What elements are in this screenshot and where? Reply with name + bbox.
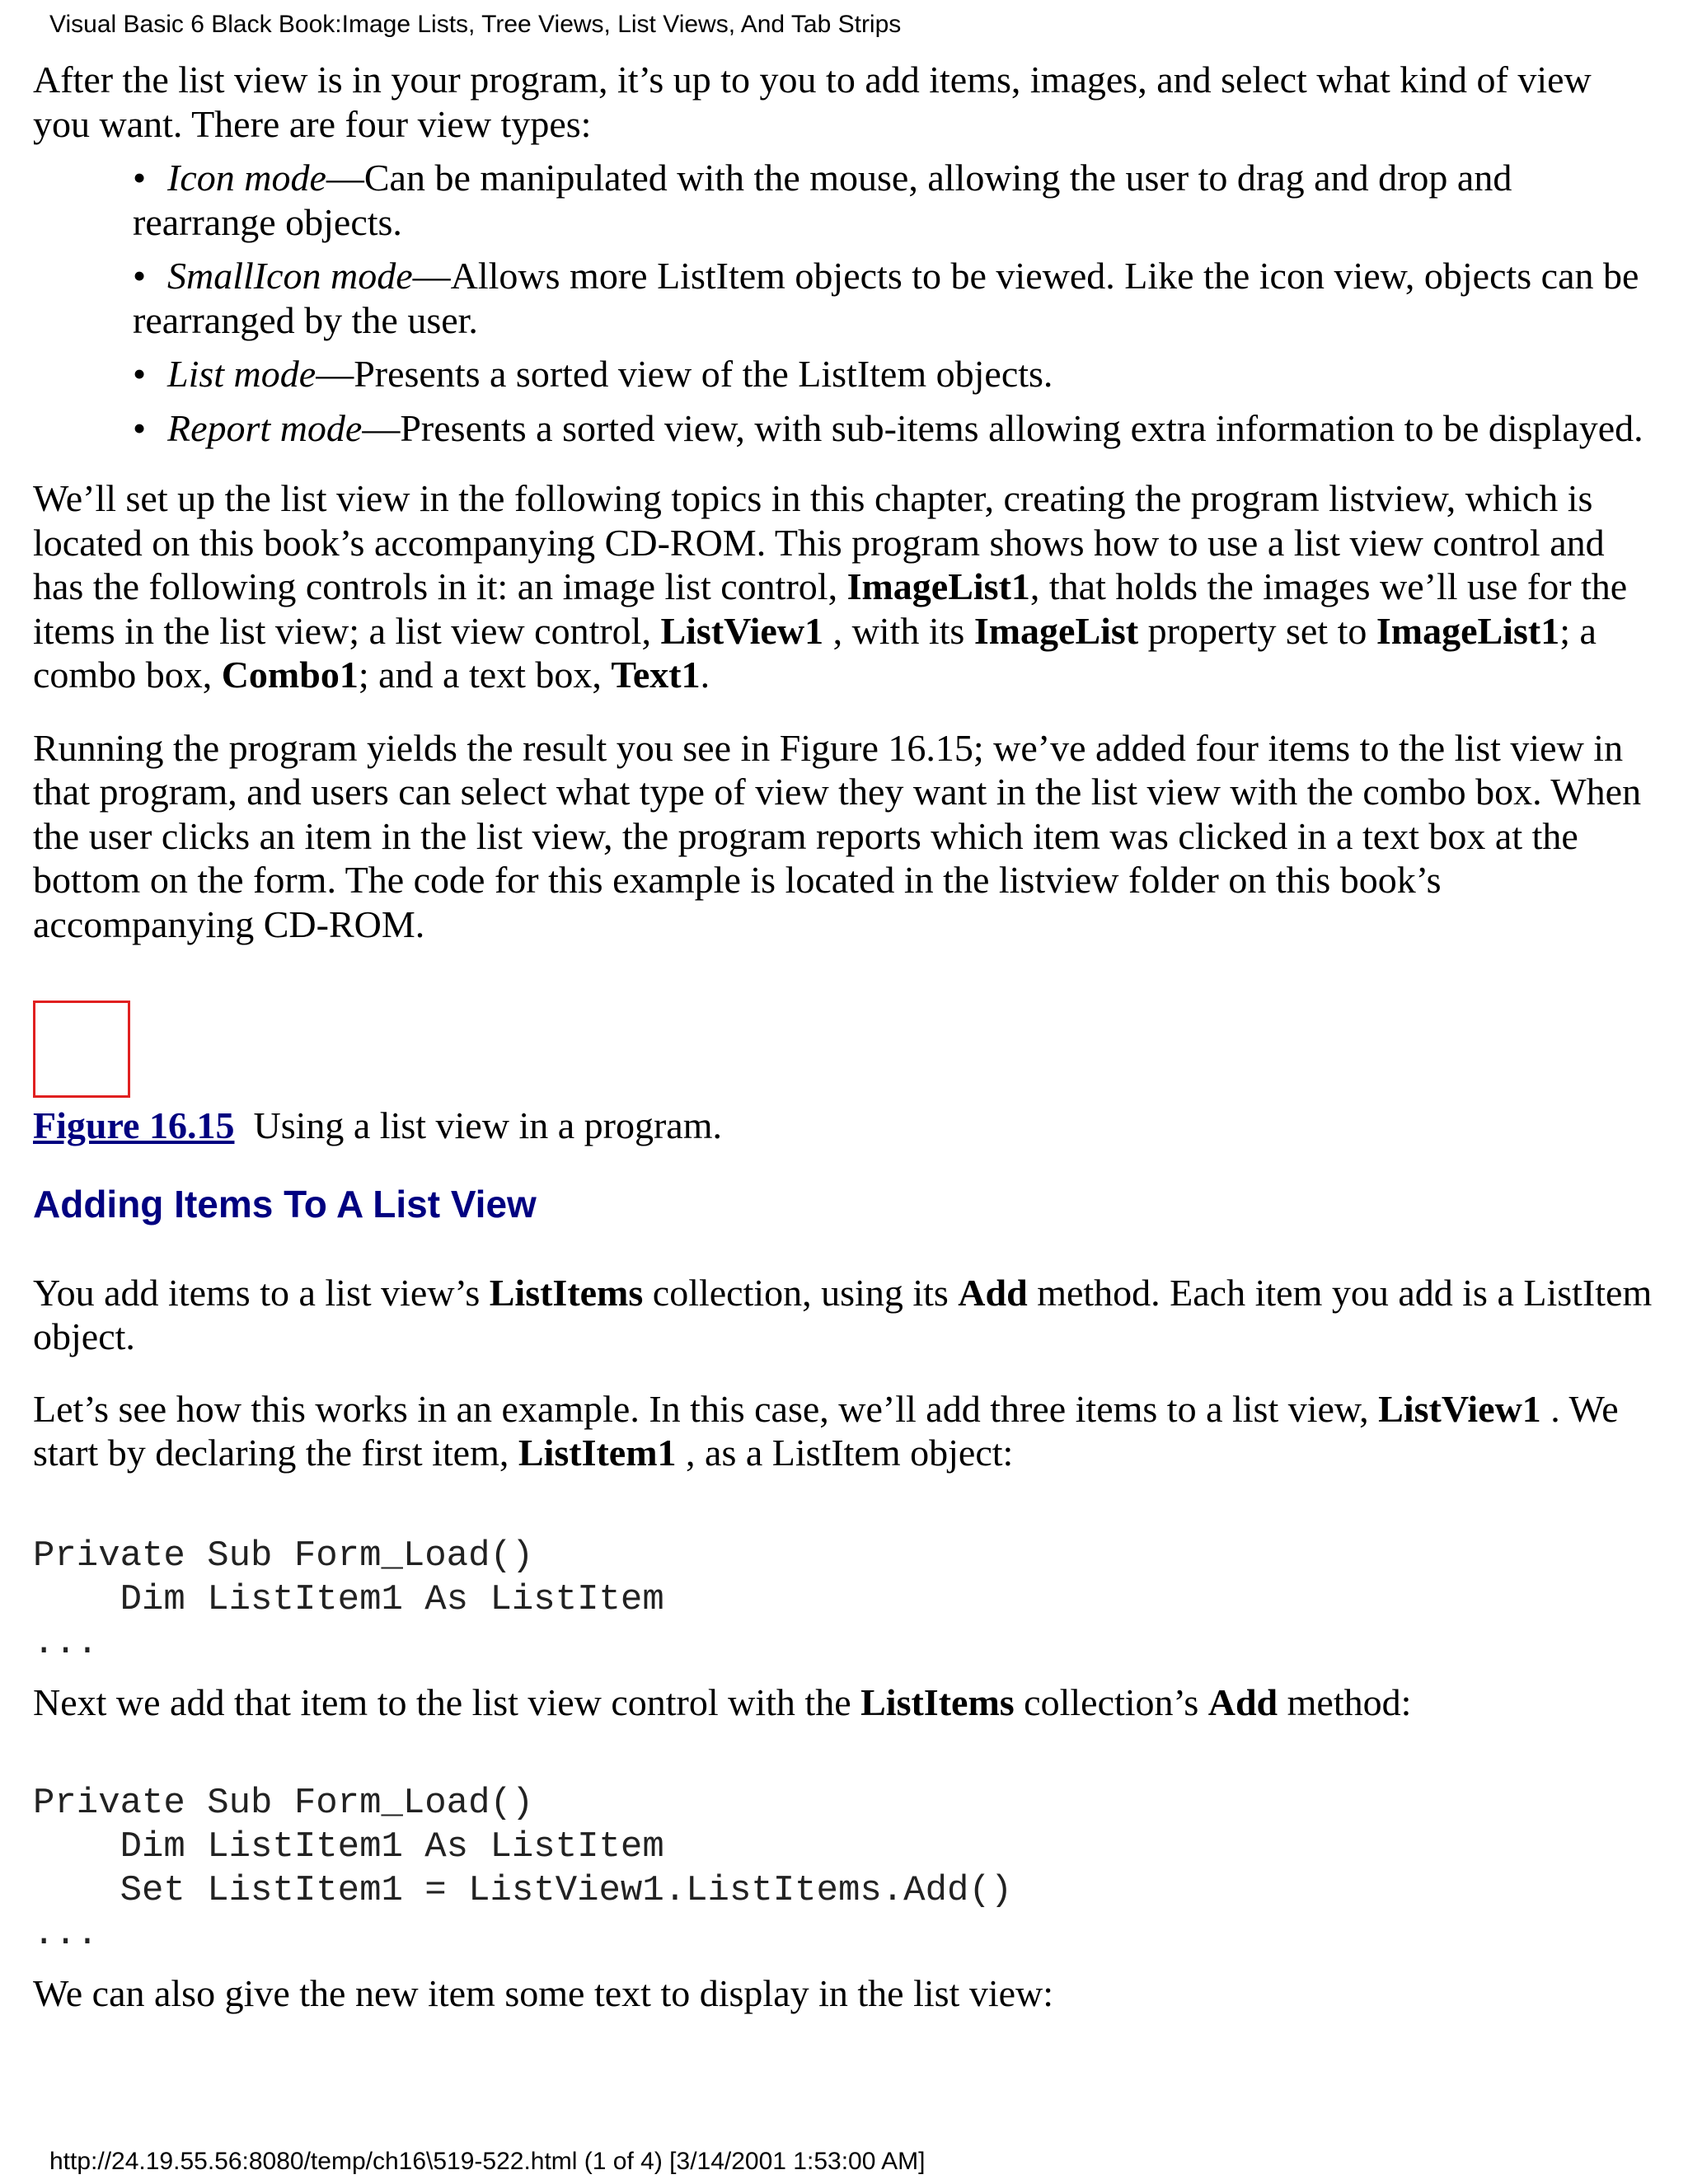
figure-caption: [33, 1104, 1657, 1148]
bold-term: Text1: [611, 654, 701, 696]
program-description-paragraph: [33, 476, 1657, 697]
figure-caption-text: Using a list view in a program.: [234, 1104, 722, 1146]
bullet-icon: •: [133, 406, 147, 449]
bold-term: Combo1: [221, 654, 359, 696]
text: We’ll set up the list view in the following topics in this chapter, creating the program listview, which is located on this book’s accompanying CD-ROM. This program shows how to use a list view control and has the following controls in it: an image list control,: [33, 477, 1605, 607]
text-display-paragraph: We can also give the new item some text to display in the list view:: [33, 1972, 1054, 2014]
text: , with its: [823, 609, 974, 652]
section-heading: Adding Items To A List View: [33, 1182, 537, 1226]
text: Next we add that item to the list view control with the: [33, 1680, 861, 1723]
page-header: Visual Basic 6 Black Book:Image Lists, Tree Views, List Views, And Tab Strips: [49, 11, 902, 38]
bold-term: ImageList1: [1376, 609, 1560, 652]
view-type-desc: —Presents a sorted view, with sub-items allowing extra information to be displayed.: [362, 406, 1643, 449]
text: , that holds the images we’ll use for the items in the list view; a list view control,: [33, 565, 1628, 652]
text: . We start by declaring the first item,: [33, 1387, 1619, 1474]
view-type-desc: —Allows more ListItem objects to be viewed. Like the icon view, objects can be rearranged by the user.: [133, 255, 1639, 341]
bold-term: ImageList: [973, 609, 1139, 652]
list-item: [133, 156, 1657, 244]
example-paragraph: [33, 1387, 1657, 1475]
text: collection’s: [1014, 1680, 1208, 1723]
page-footer: http://24.19.55.56:8080/temp/ch16\519-522.html (1 of 4) [3/14/2001 1:53:00 AM]: [49, 2148, 926, 2175]
view-type-term: List mode: [167, 353, 316, 395]
list-item: [133, 406, 1657, 451]
intro-paragraph: After the list view is in your program, it’s up to you to add items, images, and select what kind of view you want. There are four view types:: [33, 59, 1592, 145]
bold-term: Add: [958, 1271, 1028, 1314]
bold-term: ListView1: [1378, 1387, 1541, 1430]
text: collection, using its: [643, 1271, 959, 1314]
bold-term: ImageList1: [846, 565, 1030, 607]
view-types-list: [33, 156, 1657, 450]
text: .: [700, 654, 710, 696]
code-block: Private Sub Form_Load() Dim ListItem1 As ListItem Set ListItem1 = ListView1.ListItems.Add() ...: [33, 1783, 1013, 1955]
view-type-term: SmallIcon mode: [167, 255, 413, 297]
running-program-paragraph: Running the program yields the result you see in Figure 16.15; we’ve added four items to the list view in that program, and users can select what type of view they want in the list view with the combo box. When the user clicks an item in the list view, the program reports which item was clicked in a text box at the bottom on the form. The code for this example is located in the listview folder on this book’s accompanying CD-ROM.: [33, 726, 1642, 945]
list-item: [133, 254, 1657, 342]
bullet-icon: •: [133, 353, 147, 395]
view-type-term: Icon mode: [167, 157, 326, 199]
code-block: Private Sub Form_Load() Dim ListItem1 As ListItem ...: [33, 1535, 664, 1664]
bold-term: Add: [1207, 1680, 1278, 1723]
view-type-desc: —Presents a sorted view of the ListItem objects.: [316, 353, 1053, 395]
main-content: [33, 58, 1657, 2016]
text: method:: [1278, 1680, 1412, 1723]
text: , as a ListItem object:: [676, 1432, 1014, 1474]
bold-term: ListItem1: [518, 1432, 677, 1474]
view-type-desc: —Can be manipulated with the mouse, allowing the user to drag and drop and rearrange objects.: [133, 157, 1512, 243]
text: Let’s see how this works in an example. In this case, we’ll add three items to a list view,: [33, 1387, 1379, 1430]
text: method. Each item you add is a ListItem object.: [33, 1271, 1653, 1357]
add-items-paragraph: [33, 1271, 1657, 1359]
text: property set to: [1138, 609, 1376, 652]
text: You add items to a list view’s: [33, 1271, 490, 1314]
view-type-term: Report mode: [167, 406, 363, 449]
figure-link[interactable]: Figure 16.15: [33, 1104, 235, 1146]
add-method-paragraph: [33, 1680, 1657, 1725]
text: ; and a text box,: [358, 654, 612, 696]
figure-image-placeholder[interactable]: [33, 1001, 130, 1098]
list-item: [133, 352, 1657, 396]
bold-term: ListItems: [489, 1271, 644, 1314]
bullet-icon: •: [133, 157, 147, 199]
bullet-icon: •: [133, 255, 147, 297]
text: ; a combo box,: [33, 609, 1597, 696]
bold-term: ListItems: [860, 1680, 1015, 1723]
bold-term: ListView1: [660, 609, 824, 652]
